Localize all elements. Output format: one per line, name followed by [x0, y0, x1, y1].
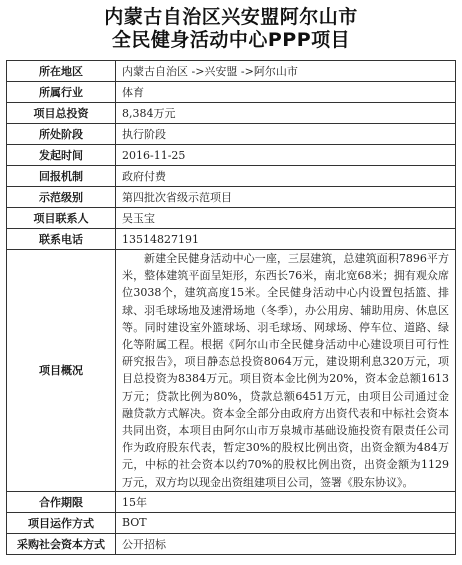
- row-label: 联系电话: [7, 229, 116, 250]
- project-info-table: [6, 60, 456, 555]
- overview-text: 新建全民健身活动中心一座，三层建筑，总建筑面积7896平方米，整体建筑平面呈矩形，东西长76米，南北宽68米；拥有观众席位3038个，建筑高度15米。全民健身活动中心内设置包括篮、排球、羽毛球场地及速滑场地（冬季），办公用房、辅助用房、休息区等。同时建设室外篮球场、羽毛球场、网球场、停车位、道路、绿化等附属工程。根据《阿尔山市全民健身活动中心建设项目可行性研究报告》，项目静态总投资8064万元，建设期利息320万元，项目总投资为8384万元。项目资本金比例为20%，资本金总额1613万元；贷款比例为80%，贷款总额6451万元，由项目公司通过金融贷款方式解决。资本金全部分由政府方出资代表和中标社会资本共同出资，本项目由阿尔山市万泉城市基础设施投资有限责任公司作为政府股东代表，暂定30%的股权比例出资，出资金额为484万元，中标的社会资本以约70%的股权比例出资，出资金额为1129万元，双方均以现金出资组建项目公司，签署《股东协议》。: [116, 250, 456, 492]
- row-term: [7, 491, 456, 512]
- row-stage: [7, 124, 456, 145]
- row-value: 执行阶段: [116, 124, 456, 145]
- row-label: 所在地区: [7, 61, 116, 82]
- row-label: 项目总投资: [7, 103, 116, 124]
- row-value: 吴玉宝: [116, 208, 456, 229]
- row-label: 合作期限: [7, 491, 116, 512]
- row-region: [7, 61, 456, 82]
- row-demo-level: [7, 187, 456, 208]
- row-industry: [7, 82, 456, 103]
- row-value: 2016-11-25: [116, 145, 456, 166]
- row-phone: [7, 229, 456, 250]
- row-procurement: [7, 533, 456, 554]
- row-value: 体育: [116, 82, 456, 103]
- row-value: BOT: [116, 512, 456, 533]
- title-line-1: 内蒙古自治区兴安盟阿尔山市: [104, 6, 358, 28]
- row-return-mechanism: [7, 166, 456, 187]
- row-value: 8,384万元: [116, 103, 456, 124]
- row-start-date: [7, 145, 456, 166]
- row-value: 内蒙古自治区 ->兴安盟 ->阿尔山市: [116, 61, 456, 82]
- row-value: 13514827191: [116, 229, 456, 250]
- row-operation-mode: [7, 512, 456, 533]
- row-label: 示范级别: [7, 187, 116, 208]
- row-value: 15年: [116, 491, 456, 512]
- row-label: 发起时间: [7, 145, 116, 166]
- row-value: 公开招标: [116, 533, 456, 554]
- row-contact: [7, 208, 456, 229]
- row-label: 采购社会资本方式: [7, 533, 116, 554]
- row-label: 所处阶段: [7, 124, 116, 145]
- title-line-2: 全民健身活动中心PPP项目: [111, 29, 351, 51]
- document-title: [0, 0, 462, 60]
- row-overview: [7, 250, 456, 492]
- row-label: 回报机制: [7, 166, 116, 187]
- row-label: 所属行业: [7, 82, 116, 103]
- row-label: 项目联系人: [7, 208, 116, 229]
- row-value: 第四批次省级示范项目: [116, 187, 456, 208]
- row-total-investment: [7, 103, 456, 124]
- row-value: 政府付费: [116, 166, 456, 187]
- row-label: 项目运作方式: [7, 512, 116, 533]
- row-label: 项目概况: [7, 250, 116, 492]
